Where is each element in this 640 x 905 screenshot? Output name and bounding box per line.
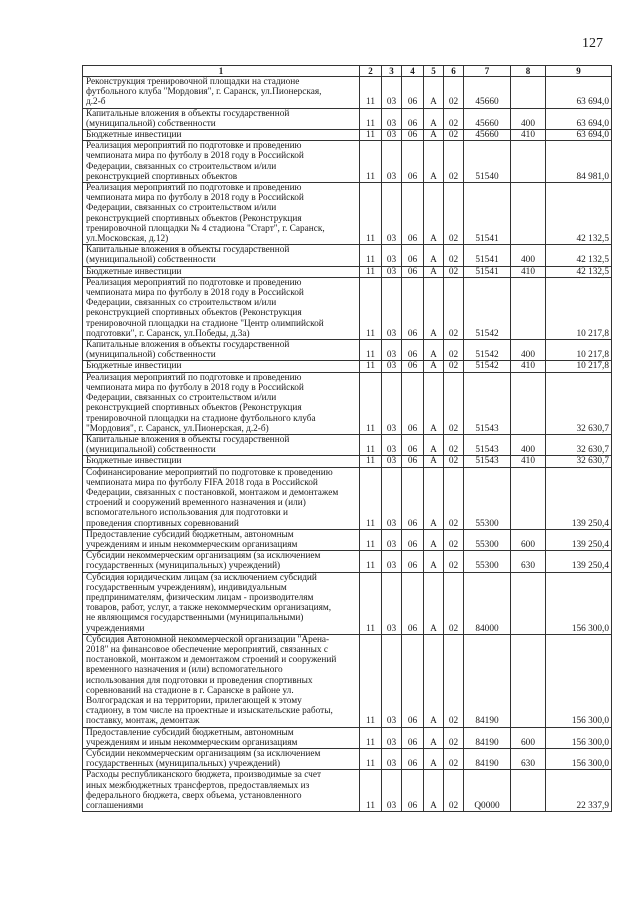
column-7-cell: 51541 (464, 266, 511, 277)
column-3-cell: 03 (382, 551, 402, 572)
column-3-cell: 03 (382, 372, 402, 434)
amount-cell: 139 250,4 (546, 529, 612, 550)
column-3-cell: 03 (382, 529, 402, 550)
amount-cell: 63 694,0 (546, 77, 612, 109)
amount-cell: 156 300,0 (546, 749, 612, 770)
header-cell: 9 (546, 66, 612, 77)
column-2-cell: 11 (360, 634, 382, 727)
column-7-cell: 51543 (464, 372, 511, 434)
table-row (83, 572, 612, 634)
table-row (83, 266, 612, 277)
column-6-cell: 02 (444, 372, 464, 434)
column-3-cell: 03 (382, 245, 402, 266)
column-6-cell: 02 (444, 245, 464, 266)
column-3-cell: 03 (382, 277, 402, 339)
amount-cell: 156 300,0 (546, 572, 612, 634)
amount-cell: 42 132,5 (546, 266, 612, 277)
column-6-cell: 02 (444, 572, 464, 634)
amount-cell: 84 981,0 (546, 141, 612, 183)
column-6-cell: 02 (444, 770, 464, 812)
column-2-cell: 11 (360, 770, 382, 812)
table-row (83, 245, 612, 266)
column-4-cell: 06 (402, 634, 424, 727)
table-row (83, 141, 612, 183)
amount-cell: 63 694,0 (546, 130, 612, 141)
budget-table (82, 65, 612, 812)
column-2-cell: 11 (360, 245, 382, 266)
column-5-cell: А (424, 340, 444, 361)
column-6-cell: 02 (444, 108, 464, 129)
row-description: Капитальные вложения в объекты государственной (муниципальной) собственности (83, 434, 360, 455)
amount-cell: 10 217,8 (546, 277, 612, 339)
column-4-cell: 06 (402, 770, 424, 812)
column-2-cell: 11 (360, 529, 382, 550)
column-3-cell: 03 (382, 141, 402, 183)
column-3-cell: 03 (382, 77, 402, 109)
column-8-cell: 400 (511, 434, 546, 455)
column-8-cell (511, 77, 546, 109)
column-5-cell: А (424, 361, 444, 372)
page-number: 127 (582, 36, 603, 51)
column-5-cell: А (424, 372, 444, 434)
column-3-cell: 03 (382, 183, 402, 245)
amount-cell: 32 630,7 (546, 372, 612, 434)
column-7-cell: 51541 (464, 245, 511, 266)
column-2-cell: 11 (360, 340, 382, 361)
table-row (83, 77, 612, 109)
table-row (83, 749, 612, 770)
table-row (83, 434, 612, 455)
column-4-cell: 06 (402, 749, 424, 770)
table-row (83, 529, 612, 550)
amount-cell: 10 217,8 (546, 361, 612, 372)
column-3-cell: 03 (382, 361, 402, 372)
amount-cell: 10 217,8 (546, 340, 612, 361)
table-row (83, 456, 612, 467)
column-7-cell: 51540 (464, 141, 511, 183)
table-row (83, 467, 612, 529)
column-2-cell: 11 (360, 572, 382, 634)
column-6-cell: 02 (444, 277, 464, 339)
row-description: Реконструкция тренировочной площадки на стадионе футбольного клуба "Мордовия", г. Саранск, ул.Пионерская, д.2-б (83, 77, 360, 109)
table-row (83, 361, 612, 372)
row-description: Бюджетные инвестиции (83, 361, 360, 372)
column-8-cell (511, 183, 546, 245)
column-8-cell: 410 (511, 266, 546, 277)
column-8-cell: 400 (511, 245, 546, 266)
column-6-cell: 02 (444, 340, 464, 361)
column-8-cell (511, 467, 546, 529)
column-8-cell: 630 (511, 749, 546, 770)
column-2-cell: 11 (360, 467, 382, 529)
row-description: Расходы республиканского бюджета, производимые за счет иных межбюджетных трансфертов, предоставляемых из федерального бюджета, сверх объема, установленного соглашениями (83, 770, 360, 812)
column-3-cell: 03 (382, 727, 402, 748)
column-3-cell: 03 (382, 266, 402, 277)
column-2-cell: 11 (360, 551, 382, 572)
column-5-cell: А (424, 266, 444, 277)
column-3-cell: 03 (382, 572, 402, 634)
column-4-cell: 06 (402, 361, 424, 372)
amount-cell: 139 250,4 (546, 467, 612, 529)
table-row (83, 340, 612, 361)
header-cell: 5 (424, 66, 444, 77)
column-8-cell: 400 (511, 340, 546, 361)
column-2-cell: 11 (360, 749, 382, 770)
column-6-cell: 02 (444, 529, 464, 550)
column-4-cell: 06 (402, 727, 424, 748)
column-3-cell: 03 (382, 108, 402, 129)
column-6-cell: 02 (444, 141, 464, 183)
column-5-cell: А (424, 108, 444, 129)
column-7-cell: 84000 (464, 572, 511, 634)
header-cell: 6 (444, 66, 464, 77)
column-8-cell: 600 (511, 727, 546, 748)
amount-cell: 139 250,4 (546, 551, 612, 572)
column-8-cell (511, 634, 546, 727)
column-7-cell: 51543 (464, 434, 511, 455)
column-5-cell: А (424, 727, 444, 748)
header-cell: 2 (360, 66, 382, 77)
column-3-cell: 03 (382, 340, 402, 361)
column-8-cell: 400 (511, 108, 546, 129)
column-5-cell: А (424, 141, 444, 183)
column-6-cell: 02 (444, 456, 464, 467)
table-row (83, 551, 612, 572)
column-7-cell: 55300 (464, 467, 511, 529)
table-row (83, 634, 612, 727)
column-5-cell: А (424, 572, 444, 634)
amount-cell: 42 132,5 (546, 183, 612, 245)
row-description: Предоставление субсидий бюджетным, автономным учреждениям и иным некоммерческим организациям (83, 727, 360, 748)
column-2-cell: 11 (360, 266, 382, 277)
column-4-cell: 06 (402, 340, 424, 361)
column-4-cell: 06 (402, 130, 424, 141)
table-body (83, 77, 612, 812)
amount-cell: 156 300,0 (546, 727, 612, 748)
column-4-cell: 06 (402, 467, 424, 529)
column-3-cell: 03 (382, 456, 402, 467)
column-4-cell: 06 (402, 77, 424, 109)
column-5-cell: А (424, 77, 444, 109)
column-5-cell: А (424, 456, 444, 467)
header-cell: 4 (402, 66, 424, 77)
row-description: Предоставление субсидий бюджетным, автономным учреждениям и иным некоммерческим организациям (83, 529, 360, 550)
row-description: Капитальные вложения в объекты государственной (муниципальной) собственности (83, 245, 360, 266)
column-4-cell: 06 (402, 551, 424, 572)
row-description: Бюджетные инвестиции (83, 456, 360, 467)
column-7-cell: 45660 (464, 130, 511, 141)
column-7-cell: 51543 (464, 456, 511, 467)
column-6-cell: 02 (444, 551, 464, 572)
row-description: Субсидия Автономной некоммерческой организации "Арена- 2018" на финансовое обеспечение мероприятий, связанных с постановкой, монтажом и демонтажом строений и сооружений временного назначения и (или) вспомогательного использования для подготовки и проведения спортивных соревнований на стадионе в г. Саранске в районе ул. Волгоградская и на территории, прилегающей к этому стадиону, в том числе на проектные и изыскательские работы, поставку, монтаж, демонтаж (83, 634, 360, 727)
column-6-cell: 02 (444, 183, 464, 245)
column-7-cell: 45660 (464, 77, 511, 109)
column-7-cell: 84190 (464, 749, 511, 770)
column-2-cell: 11 (360, 183, 382, 245)
row-description: Реализация мероприятий по подготовке и проведению чемпионата мира по футболу в 2018 году в Российской Федерации, связанных со строительством и/или реконструкцией спортивных объектов (Реконструкция тренировочной площадки на стадионе футбольного клуба "Мордовия", г. Саранск, ул.Пионерская, д.2-б) (83, 372, 360, 434)
column-6-cell: 02 (444, 77, 464, 109)
column-6-cell: 02 (444, 434, 464, 455)
column-6-cell: 02 (444, 749, 464, 770)
row-description: Реализация мероприятий по подготовке и проведению чемпионата мира по футболу в 2018 году в Российской Федерации, связанных со строительством и/или реконструкцией спортивных объектов (Реконструкция тренировочной площадки № 4 стадиона "Старт", г. Саранск, ул.Московская, д.12) (83, 183, 360, 245)
column-2-cell: 11 (360, 372, 382, 434)
column-4-cell: 06 (402, 108, 424, 129)
row-description: Софинансирование мероприятий по подготовке к проведению чемпионата мира по футболу FIFA 2018 года в Российской Федерации, связанных с постановкой, монтажом и демонтажем строений и сооружений временного назначения и (или) вспомогательного использования для подготовки и проведения спортивных соревнований (83, 467, 360, 529)
column-8-cell: 630 (511, 551, 546, 572)
row-description: Субсидия юридическим лицам (за исключением субсидий государственным учреждениям), индивидуальным предпринимателям, физическим лицам - производителям товаров, работ, услуг, а также некоммерческим организациям, не являющимся государственными (муниципальными) учреждениями (83, 572, 360, 634)
column-8-cell (511, 770, 546, 812)
column-4-cell: 06 (402, 434, 424, 455)
column-3-cell: 03 (382, 634, 402, 727)
row-description: Капитальные вложения в объекты государственной (муниципальной) собственности (83, 340, 360, 361)
column-7-cell: 55300 (464, 529, 511, 550)
column-7-cell: Q0000 (464, 770, 511, 812)
column-2-cell: 11 (360, 361, 382, 372)
column-5-cell: А (424, 245, 444, 266)
column-4-cell: 06 (402, 183, 424, 245)
amount-cell: 42 132,5 (546, 245, 612, 266)
row-description: Субсидии некоммерческим организациям (за исключением государственных (муниципальных) учреждений) (83, 551, 360, 572)
row-description: Бюджетные инвестиции (83, 130, 360, 141)
header-cell: 1 (83, 66, 360, 77)
column-4-cell: 06 (402, 372, 424, 434)
column-6-cell: 02 (444, 361, 464, 372)
column-5-cell: А (424, 770, 444, 812)
column-5-cell: А (424, 529, 444, 550)
amount-cell: 32 630,7 (546, 456, 612, 467)
header-cell: 7 (464, 66, 511, 77)
column-2-cell: 11 (360, 277, 382, 339)
column-5-cell: А (424, 551, 444, 572)
column-3-cell: 03 (382, 770, 402, 812)
column-6-cell: 02 (444, 634, 464, 727)
row-description: Субсидии некоммерческим организациям (за исключением государственных (муниципальных) учреждений) (83, 749, 360, 770)
table-row (83, 183, 612, 245)
row-description: Бюджетные инвестиции (83, 266, 360, 277)
column-5-cell: А (424, 183, 444, 245)
column-8-cell: 600 (511, 529, 546, 550)
column-2-cell: 11 (360, 108, 382, 129)
header-cell: 8 (511, 66, 546, 77)
column-2-cell: 11 (360, 130, 382, 141)
amount-cell: 156 300,0 (546, 634, 612, 727)
column-8-cell (511, 277, 546, 339)
column-5-cell: А (424, 277, 444, 339)
column-2-cell: 11 (360, 727, 382, 748)
table-row (83, 130, 612, 141)
column-8-cell: 410 (511, 361, 546, 372)
amount-cell: 32 630,7 (546, 434, 612, 455)
column-5-cell: А (424, 434, 444, 455)
column-3-cell: 03 (382, 130, 402, 141)
table-row (83, 108, 612, 129)
column-6-cell: 02 (444, 266, 464, 277)
column-4-cell: 06 (402, 529, 424, 550)
column-7-cell: 51542 (464, 340, 511, 361)
column-4-cell: 06 (402, 277, 424, 339)
column-8-cell: 410 (511, 130, 546, 141)
table-row (83, 770, 612, 812)
column-8-cell (511, 141, 546, 183)
column-4-cell: 06 (402, 141, 424, 183)
column-3-cell: 03 (382, 749, 402, 770)
amount-cell: 22 337,9 (546, 770, 612, 812)
row-description: Капитальные вложения в объекты государственной (муниципальной) собственности (83, 108, 360, 129)
column-5-cell: А (424, 634, 444, 727)
column-4-cell: 06 (402, 572, 424, 634)
column-5-cell: А (424, 467, 444, 529)
amount-cell: 63 694,0 (546, 108, 612, 129)
column-7-cell: 55300 (464, 551, 511, 572)
column-7-cell: 45660 (464, 108, 511, 129)
column-7-cell: 51541 (464, 183, 511, 245)
column-6-cell: 02 (444, 130, 464, 141)
row-description: Реализация мероприятий по подготовке и проведению чемпионата мира по футболу в 2018 году в Российской Федерации, связанных со строительством и/или реконструкцией спортивных объектов (Реконструкция тренировочной площадки на стадионе "Центр олимпийской подготовки", г. Саранск, ул.Победы, д.3а) (83, 277, 360, 339)
column-2-cell: 11 (360, 456, 382, 467)
column-3-cell: 03 (382, 434, 402, 455)
column-4-cell: 06 (402, 456, 424, 467)
column-3-cell: 03 (382, 467, 402, 529)
column-2-cell: 11 (360, 434, 382, 455)
column-7-cell: 84190 (464, 727, 511, 748)
header-cell: 3 (382, 66, 402, 77)
column-7-cell: 51542 (464, 277, 511, 339)
column-5-cell: А (424, 749, 444, 770)
column-8-cell (511, 372, 546, 434)
table-row (83, 727, 612, 748)
column-2-cell: 11 (360, 141, 382, 183)
column-7-cell: 51542 (464, 361, 511, 372)
column-7-cell: 84190 (464, 634, 511, 727)
column-6-cell: 02 (444, 467, 464, 529)
table-row (83, 372, 612, 434)
table-header-row (83, 66, 612, 77)
row-description: Реализация мероприятий по подготовке и проведению чемпионата мира по футболу в 2018 году в Российской Федерации, связанных со строительством и/или реконструкцией спортивных объектов (83, 141, 360, 183)
column-4-cell: 06 (402, 245, 424, 266)
table-row (83, 277, 612, 339)
column-6-cell: 02 (444, 727, 464, 748)
column-5-cell: А (424, 130, 444, 141)
column-8-cell (511, 572, 546, 634)
column-8-cell: 410 (511, 456, 546, 467)
column-2-cell: 11 (360, 77, 382, 109)
column-4-cell: 06 (402, 266, 424, 277)
